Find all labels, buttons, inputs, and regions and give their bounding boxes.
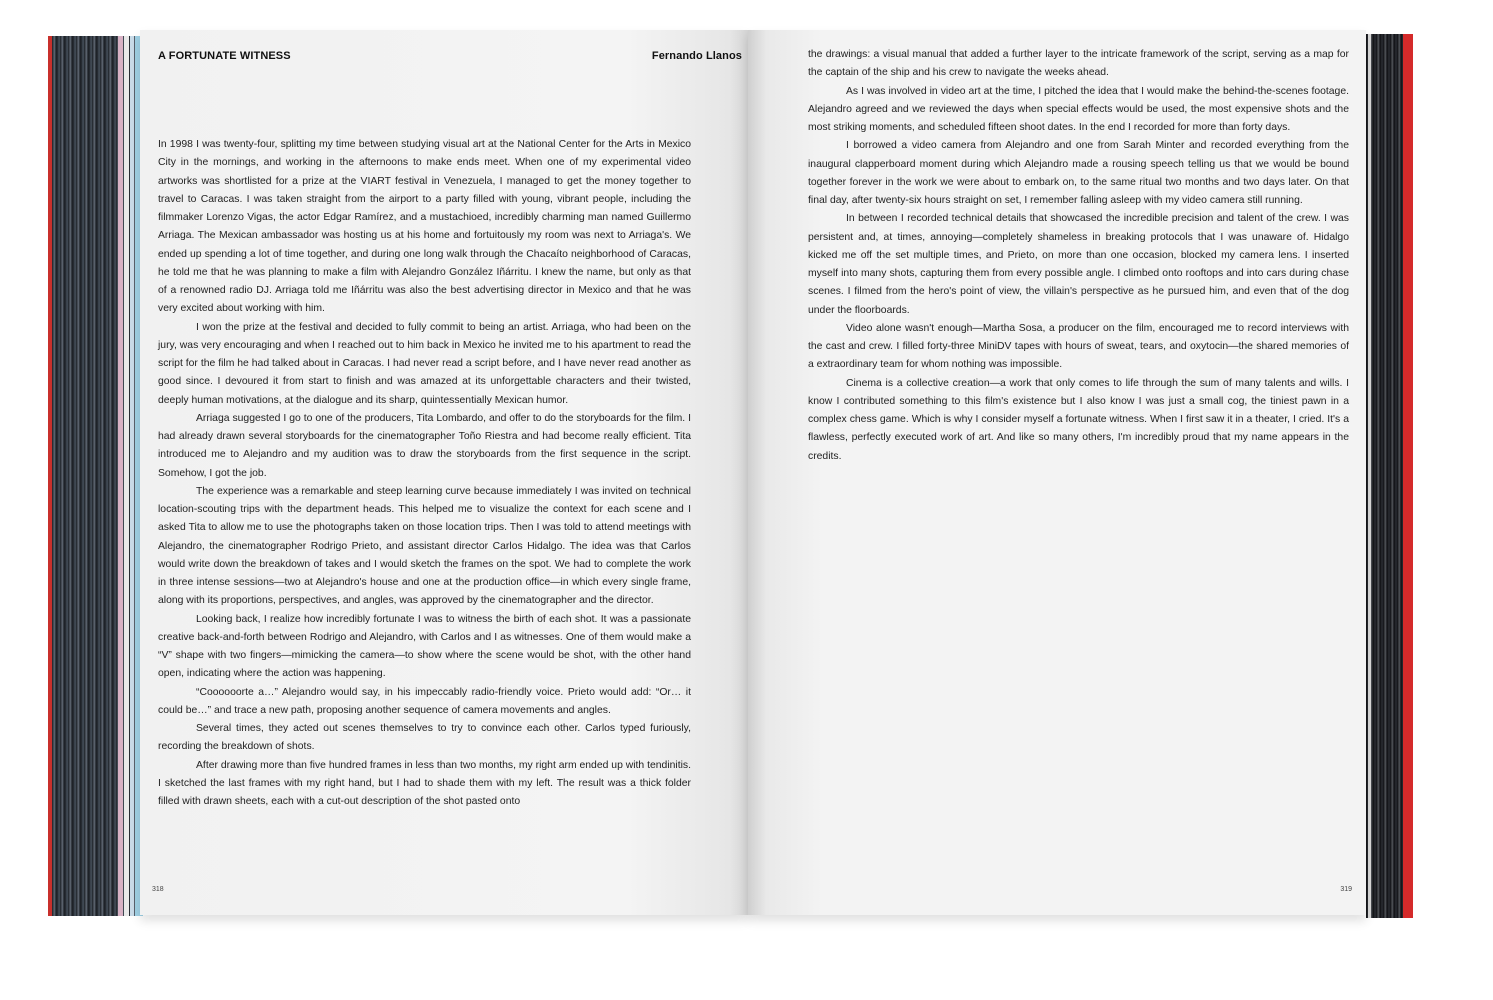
edge-pink-stripe: [118, 36, 123, 916]
page-edges-left: [48, 36, 143, 916]
running-head-title: A FORTUNATE WITNESS: [158, 50, 291, 62]
paragraph: Cinema is a collective creation—a work that only comes to life through the sum of many talents and wills. I know I contributed something to this film's existence but I also know I was just a small cog, the tiniest pawn in a complex chess game. Which is why I consider myself a fortunate witness. When I first saw it in a theater, I cried. It's a flawless, perfectly executed work of art. And like so many others, I'm incredibly proud that my name appears in the credits.: [808, 377, 1349, 462]
page-number-right: 319: [1340, 886, 1352, 893]
edge-light-stripe: [1368, 34, 1371, 918]
page-edges-right: [1366, 34, 1413, 918]
paragraph: Video alone wasn't enough—Martha Sosa, a producer on the film, encouraged me to record interviews with the cast and crew. I filled forty-three MiniDV tapes with hours of sweat, tears, and oxytocin—the shared memories of a extraordinary team for whom nothing was impossible.: [808, 322, 1349, 371]
paragraph: Looking back, I realize how incredibly fortunate I was to witness the birth of each shot. It was a passionate creative back-and-forth between Rodrigo and Alejandro, with Carlos and I as witnesses. One of them would make a “V” shape with two fingers—mimicking the camera—to show where the scene would be shot, with the other hand open, indicating where the action was happening.: [158, 613, 691, 680]
right-page: [748, 30, 1366, 915]
page-number-left: 318: [152, 886, 164, 893]
paragraph: In between I recorded technical details that showcased the incredible precision and talent of the crew. I was persistent and, at times, annoying—completely shameless in breaking protocols that I was unaware of. Hidalgo kicked me off the set multiple times, and Prieto, on more than one occasion, blocked my camera lens. I inserted myself into many shots, capturing them from every possible angle. I climbed onto rooftops and into cars during chase scenes. I filmed from the hero's point of view, the villain's perspective as he pursued him, and even that of the dog under the floorboards.: [808, 213, 1349, 316]
right-page-body: [808, 46, 1349, 466]
paragraph: The experience was a remarkable and steep learning curve because immediately I was invited on technical location-scouting trips with the department heads. This helped me to visualize the context for each scene and I asked Tita to allow me to use the photographs taken on those location trips. Then I was told to attend meetings with Alejandro, the cinematographer Rodrigo Prieto, and assistant director Carlos Hidalgo. The idea was that Carlos would write down the breakdown of takes and I would sketch the frames on the spot. We had to complete the work in three intense sessions—two at Alejandro's house and one at the production office—in which every single frame, along with its proportions, perspectives, and angles, was approved by the cinematographer and the director.: [158, 485, 691, 607]
edge-red-stripe: [1403, 34, 1413, 918]
edge-red-stripe: [48, 36, 52, 916]
open-book: [48, 30, 1413, 925]
paragraph: Arriaga suggested I go to one of the producers, Tita Lombardo, and offer to do the storyboards for the film. I had already drawn several storyboards for the cinematographer Toño Riestra and had become really efficient. Tita introduced me to Alejandro and my audition was to draw the storyboards from the first sequence in the script. Somehow, I got the job.: [158, 412, 691, 479]
paragraph: I borrowed a video camera from Alejandro and one from Sarah Minter and recorded everything from the inaugural clapperboard moment during which Alejandro made a rousing speech telling us that we would be bound together forever in the work we were about to embark on, to the same ritual two months and two days later. On that final day, after twenty-six hours straight on set, I remember falling asleep with my video camera still running.: [808, 140, 1349, 206]
left-page: [140, 30, 748, 915]
paragraph: the drawings: a visual manual that added a further layer to the intricate framework of the script, serving as a map for the captain of the ship and his crew to navigate the weeks ahead.: [808, 49, 1349, 79]
edge-pale-blue-stripe: [130, 36, 134, 916]
paragraph: “Coooooorte a…” Alejandro would say, in his impeccably radio-friendly voice. Prieto would add: “Or… it could be…” and trace a new path, proposing another sequence of camera movements and angles.: [158, 686, 691, 716]
running-head-author: Fernando Llanos: [651, 50, 742, 62]
paragraph: As I was involved in video art at the time, I pitched the idea that I would make the behind-the-scenes footage. Alejandro agreed and we reviewed the days when special effects would be used, the most expensive shots and the most striking moments, and scheduled fifteen shoot dates. In the end I recorded for more than forty days.: [808, 85, 1349, 133]
paragraph: In 1998 I was twenty-four, splitting my time between studying visual art at the National Center for the Arts in Mexico City in the mornings, and working in the afternoons to make ends meet. When one of my experimental video artworks was shortlisted for a prize at the VIART festival in Venezuela, I managed to get the money together to travel to Caracas. I was taken straight from the airport to a party filled with young, vibrant people, including the filmmaker Lorenzo Vigas, the actor Edgar Ramírez, and a mustachioed, incredibly charming man named Guillermo Arriaga. The Mexican ambassador was hosting us at his home and fortuitously my room was next to Arriaga's. We ended up spending a lot of time together, and during one long walk through the Chacaíto neighborhood of Caracas, he told me that he was planning to make a film with Alejandro González Iñárritu. I knew the name, but only as that of a renowned radio DJ. Arriaga told me Iñárritu was also the best advertising director in Mexico and that he was very excited about working with him.: [158, 139, 691, 315]
paragraph: Several times, they acted out scenes themselves to try to convince each other. Carlos typed furiously, recording the breakdown of shots.: [158, 723, 691, 753]
left-page-body: [158, 136, 691, 811]
paragraph: After drawing more than five hundred frames in less than two months, my right arm ended up with tendinitis. I sketched the last frames with my right hand, but I had to shade them with my left. The result was a thick folder filled with drawn sheets, each with a cut-out description of the shot pasted onto: [158, 759, 691, 807]
paragraph: I won the prize at the festival and decided to fully commit to being an artist. Arriaga, who had been on the jury, was very encouraging and when I reached out to him back in Mexico he invited me to his apartment to read the script for the film he had talked about in Caracas. I had never read a script before, and I have never read another as good since. I devoured it from start to finish and was amazed at its unforgettable characters and their twisted, deeply human motivations, at the dialogue and its sharp, quintessentially Mexican humor.: [158, 321, 691, 406]
edge-white-stripe: [124, 36, 129, 916]
